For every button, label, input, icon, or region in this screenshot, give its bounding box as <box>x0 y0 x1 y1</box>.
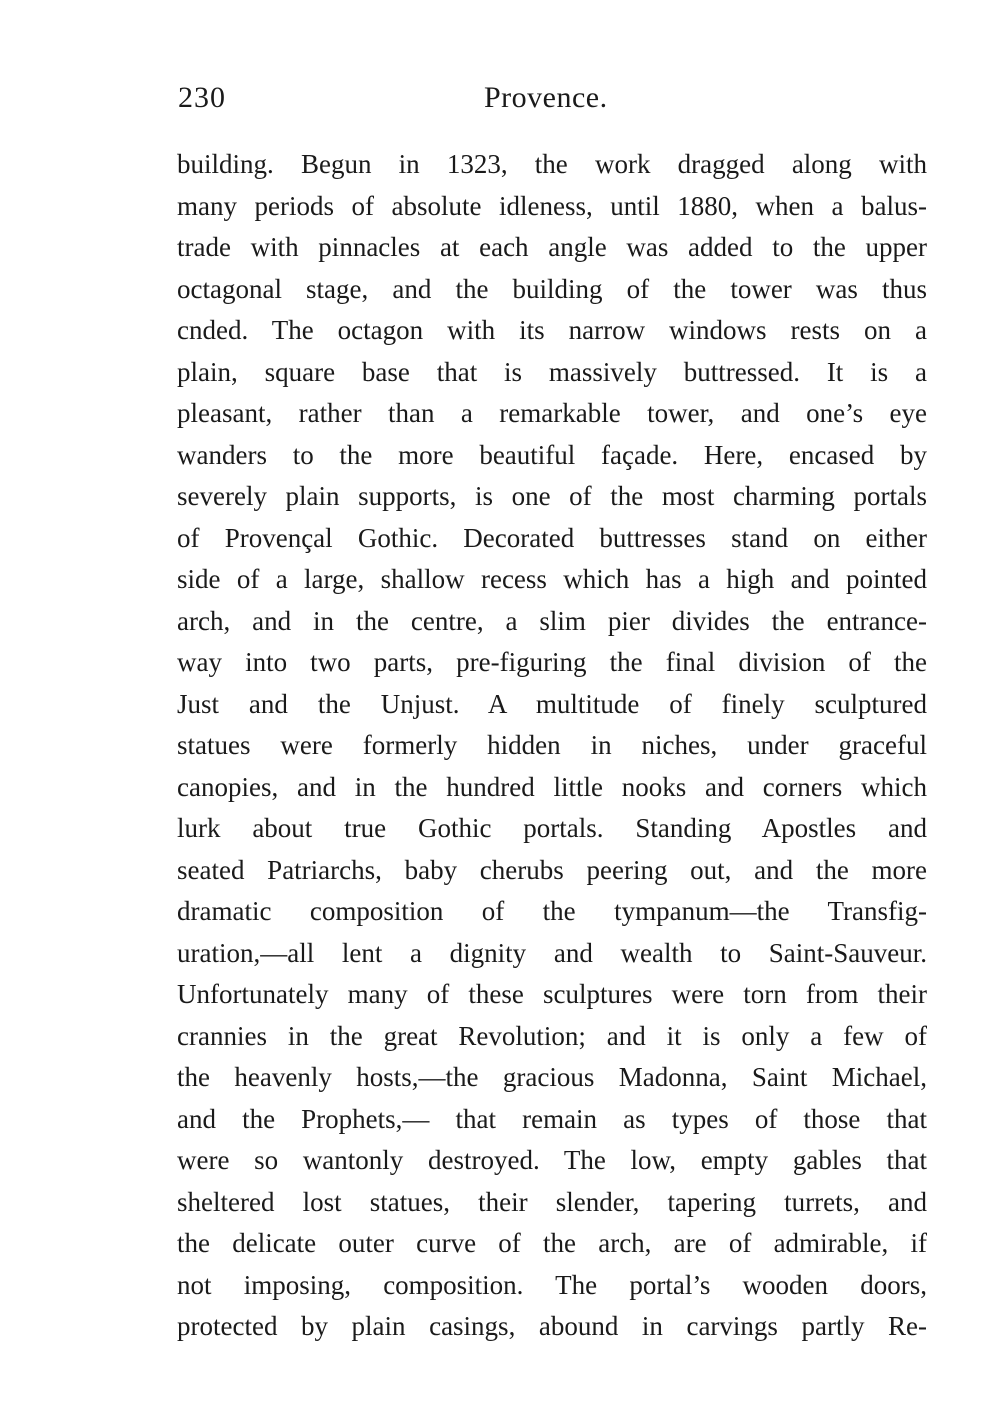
text-line: seated Patriarchs, baby cherubs peering out, and the more <box>177 854 927 885</box>
page-number: 230 <box>178 81 226 114</box>
text-line: the heavenly hosts,—the gracious Madonna, Saint Michael, <box>177 1062 927 1092</box>
text-line: lurk about true Gothic portals. Standing Apostles and <box>177 813 927 843</box>
text-line: side of a large, shallow recess which has a high and pointed <box>177 564 927 594</box>
text-line: way into two parts, pre-figuring the final division of the <box>177 647 927 677</box>
text-line: plain, square base that is massively buttressed. It is a <box>177 356 927 387</box>
text-line: severely plain supports, is one of the most charming portals <box>177 481 927 511</box>
text-line: protected by plain casings, abound in carvings partly Re- <box>177 1311 927 1341</box>
text-line: were so wantonly destroyed. The low, empty gables that <box>177 1145 927 1175</box>
text-line: canopies, and in the hundred little nooks and corners which <box>177 771 927 802</box>
text-line: many periods of absolute idleness, until 1880, when a balus- <box>177 190 927 221</box>
running-head <box>178 76 928 120</box>
text-line: trade with pinnacles at each angle was added to the upper <box>177 232 927 262</box>
text-line: pleasant, rather than a remarkable tower, and one’s eye <box>177 398 927 428</box>
text-line: dramatic composition of the tympanum—the Transfig- <box>177 896 927 926</box>
text-line: cnded. The octagon with its narrow windows rests on a <box>177 315 927 345</box>
text-line: not imposing, composition. The portal’s wooden doors, <box>177 1269 927 1300</box>
text-line: building. Begun in 1323, the work dragged along with <box>177 149 927 179</box>
text-line: arch, and in the centre, a slim pier divides the entrance- <box>177 605 927 636</box>
text-line: and the Prophets,— that remain as types of those that <box>177 1103 927 1134</box>
running-title: Provence. <box>484 81 608 114</box>
text-line: wanders to the more beautiful façade. Here, encased by <box>177 439 927 470</box>
text-line: sheltered lost statues, their slender, tapering turrets, and <box>177 1186 927 1217</box>
text-line: of Provençal Gothic. Decorated buttresses stand on either <box>177 522 927 553</box>
text-line: Just and the Unjust. A multitude of finely sculptured <box>177 688 927 719</box>
text-line: octagonal stage, and the building of the tower was thus <box>177 273 927 304</box>
text-line: the delicate outer curve of the arch, are of admirable, if <box>177 1228 927 1258</box>
text-line: Unfortunately many of these sculptures were torn from their <box>177 979 927 1009</box>
body-text <box>177 144 927 1348</box>
text-line: statues were formerly hidden in niches, under graceful <box>177 730 927 760</box>
text-line: crannies in the great Revolution; and it is only a few of <box>177 1020 927 1051</box>
text-line: uration,—all lent a dignity and wealth to Saint-Sauveur. <box>177 937 927 968</box>
